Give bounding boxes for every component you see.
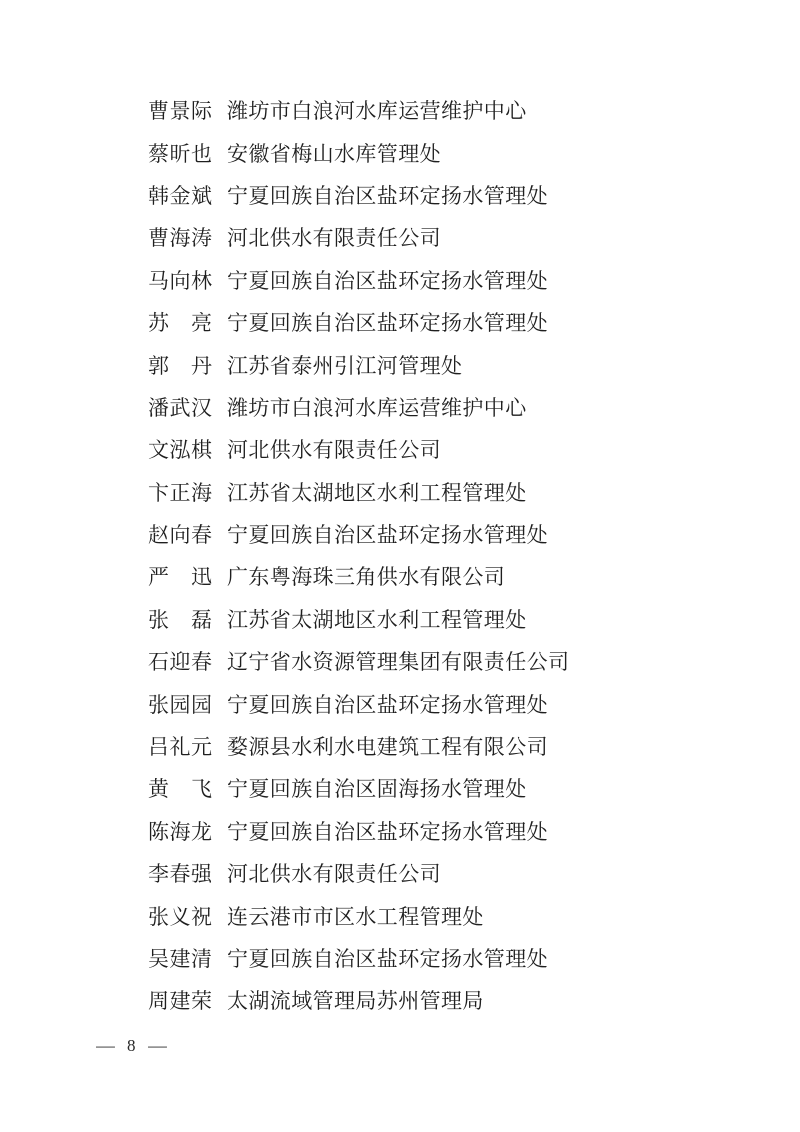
entry-organization: 太湖流域管理局苏州管理局 <box>227 989 484 1014</box>
entry-name: 赵向春 <box>148 523 213 548</box>
entry-name: 韩金斌 <box>148 183 213 208</box>
list-item <box>148 767 708 809</box>
entry-organization: 江苏省太湖地区水利工程管理处 <box>227 480 527 505</box>
entry-organization: 江苏省泰州引江河管理处 <box>227 353 463 378</box>
entry-organization: 河北供水有限责任公司 <box>227 438 441 463</box>
entry-name: 周建荣 <box>148 989 213 1014</box>
list-item <box>148 598 708 640</box>
entry-organization: 宁夏回族自治区盐环定扬水管理处 <box>227 947 548 971</box>
entry-name: 卞正海 <box>148 480 213 505</box>
footer-dash-right: — <box>147 1036 167 1055</box>
page-footer <box>97 1036 166 1056</box>
entry-name: 郭 丹 <box>148 353 213 378</box>
list-item <box>148 682 708 724</box>
entry-organization: 潍坊市白浪河水库运营维护中心 <box>227 99 527 124</box>
list-item <box>148 386 708 428</box>
list-item <box>148 937 708 979</box>
entry-name: 潘武汉 <box>148 395 213 420</box>
entry-organization: 安徽省梅山水库管理处 <box>227 141 441 166</box>
entry-organization: 连云港市市区水工程管理处 <box>227 904 484 929</box>
list-item <box>148 640 708 682</box>
entry-name: 李春强 <box>148 862 213 887</box>
recipient-list <box>148 89 708 1022</box>
entry-name: 张义祝 <box>148 904 213 929</box>
list-item <box>148 979 708 1021</box>
entry-organization: 宁夏回族自治区盐环定扬水管理处 <box>227 523 548 548</box>
entry-organization: 婺源县水利水电建筑工程有限公司 <box>227 735 548 760</box>
entry-name: 蔡昕也 <box>148 141 213 166</box>
entry-name: 陈海龙 <box>148 819 213 844</box>
entry-name: 文泓棋 <box>148 438 213 463</box>
entry-name: 严 迅 <box>148 565 213 590</box>
list-item <box>148 301 708 343</box>
entry-name: 苏 亮 <box>148 311 213 336</box>
page-number: 8 <box>127 1036 136 1055</box>
list-item <box>148 471 708 513</box>
entry-organization: 宁夏回族自治区盐环定扬水管理处 <box>227 183 548 208</box>
list-item <box>148 89 708 131</box>
list-item <box>148 894 708 936</box>
entry-organization: 河北供水有限责任公司 <box>227 226 441 251</box>
list-item <box>148 174 708 216</box>
entry-name: 黄 飞 <box>148 777 213 802</box>
list-item <box>148 513 708 555</box>
entry-organization: 河北供水有限责任公司 <box>227 862 441 887</box>
entry-name: 吕礼元 <box>148 735 213 760</box>
entry-organization: 潍坊市白浪河水库运营维护中心 <box>227 395 527 420</box>
entry-name: 马向林 <box>148 268 213 293</box>
list-item <box>148 259 708 301</box>
list-item <box>148 555 708 597</box>
entry-organization: 宁夏回族自治区固海扬水管理处 <box>227 777 527 802</box>
entry-organization: 宁夏回族自治区盐环定扬水管理处 <box>227 268 548 293</box>
list-item <box>148 852 708 894</box>
entry-organization: 宁夏回族自治区盐环定扬水管理处 <box>227 692 548 717</box>
entry-name: 吴建清 <box>148 947 213 971</box>
entry-name: 张园园 <box>148 692 213 717</box>
list-item <box>148 216 708 258</box>
entry-organization: 宁夏回族自治区盐环定扬水管理处 <box>227 819 548 844</box>
footer-dash-left: — <box>96 1036 115 1055</box>
list-item <box>148 725 708 767</box>
list-item <box>148 343 708 385</box>
entry-name: 曹海涛 <box>148 226 213 251</box>
list-item <box>148 428 708 470</box>
entry-organization: 广东粤海珠三角供水有限公司 <box>227 565 506 590</box>
entry-organization: 宁夏回族自治区盐环定扬水管理处 <box>227 311 548 336</box>
entry-name: 石迎春 <box>148 650 213 675</box>
entry-organization: 辽宁省水资源管理集团有限责任公司 <box>227 650 570 675</box>
entry-organization: 江苏省太湖地区水利工程管理处 <box>227 607 527 632</box>
entry-name: 张 磊 <box>148 607 213 632</box>
entry-name: 曹景际 <box>148 99 213 124</box>
list-item <box>148 810 708 852</box>
list-item <box>148 131 708 173</box>
